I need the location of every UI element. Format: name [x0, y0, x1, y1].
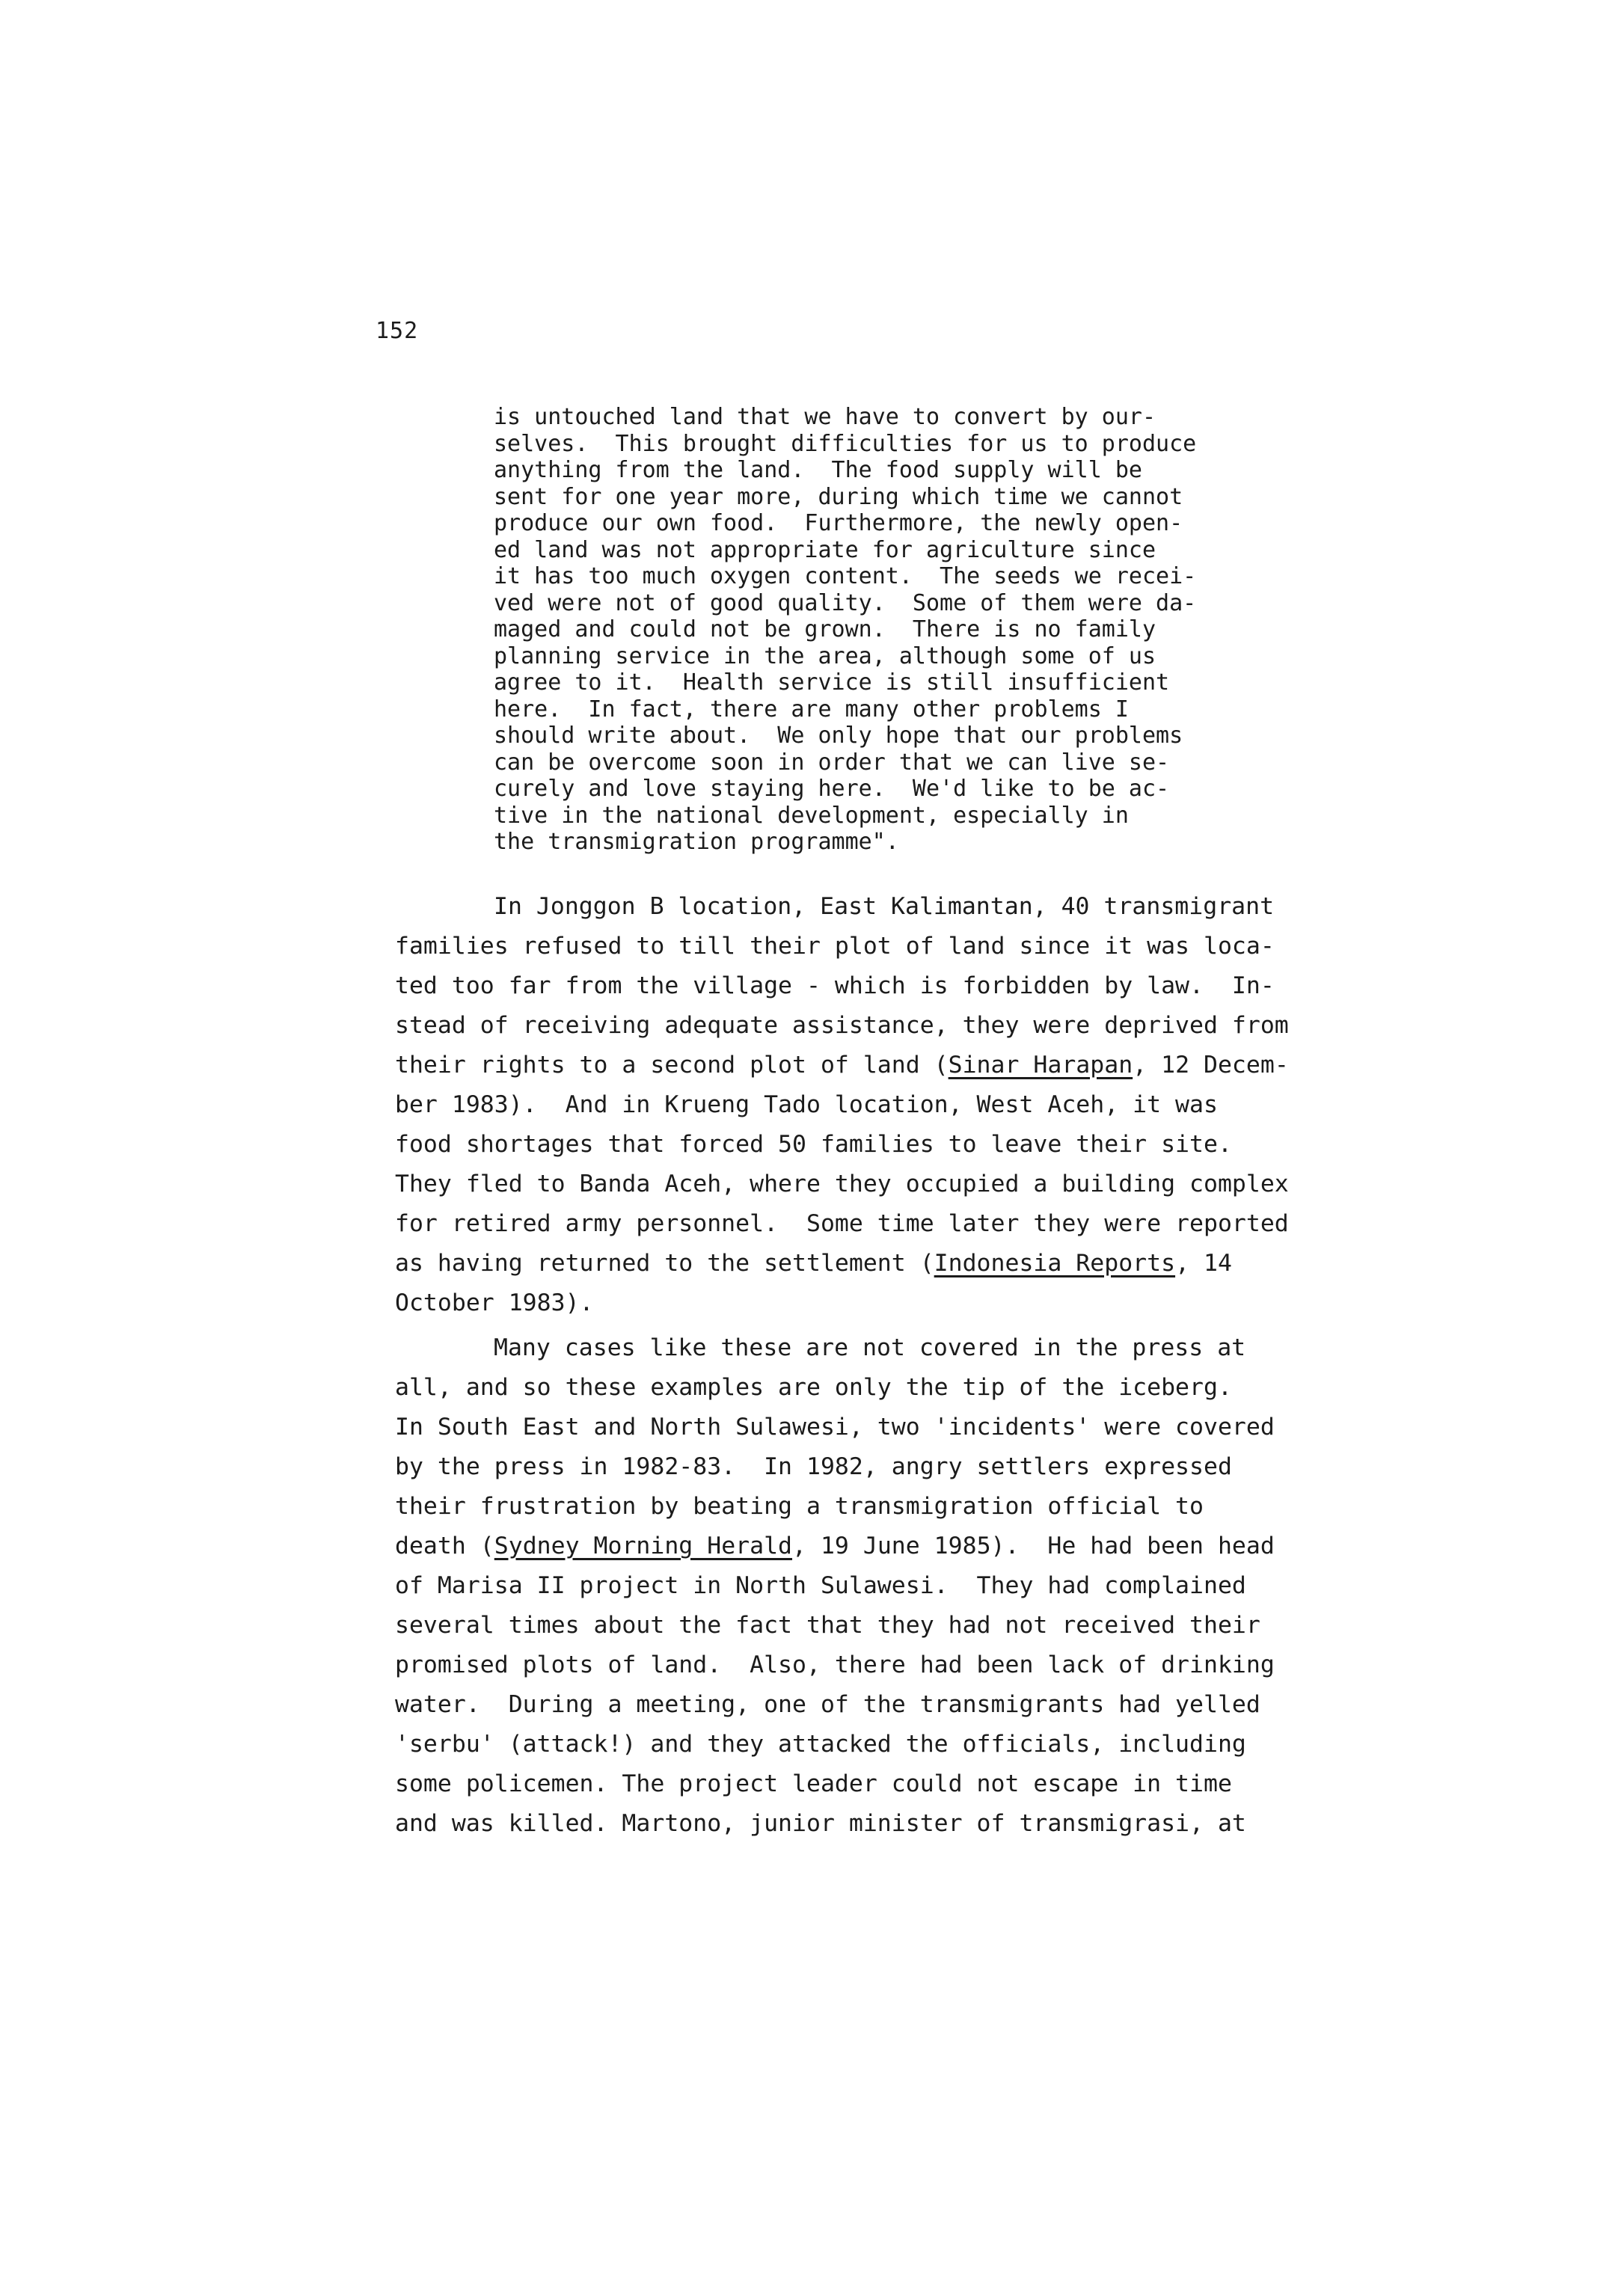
paragraph-jonggon [395, 887, 1397, 1323]
quote-line: anything from the land. The food supply will be [494, 457, 1142, 483]
quote-line: should write about. We only hope that our problems [494, 723, 1183, 749]
paragraph-line: stead of receiving adequate assistance, they were deprived from [395, 1012, 1289, 1039]
paragraph-line: ted too far from the village - which is forbidden by law. In- [395, 972, 1275, 999]
quote-line: is untouched land that we have to convert by our- [494, 404, 1156, 430]
page-number: 152 [376, 318, 419, 344]
paragraph-line: some policemen. The project leader could not escape in time [395, 1770, 1232, 1797]
source-citation: Sydney Morning Herald [494, 1533, 793, 1559]
paragraph-line: their frustration by beating a transmigration official to [395, 1493, 1204, 1520]
paragraph-line: several times about the fact that they had not received their [395, 1612, 1260, 1639]
quote-line: ved were not of good quality. Some of them were da- [494, 589, 1197, 616]
paragraph-line [395, 1527, 1397, 1566]
line-text: , 12 Decem- [1133, 1052, 1289, 1079]
paragraph-line: In Jonggon B location, East Kalimantan, 40 transmigrant [494, 893, 1275, 920]
block-quote [494, 404, 1354, 856]
quote-line: sent for one year more, during which time we cannot [494, 483, 1183, 510]
paragraph-line: for retired army personnel. Some time later they were reported [395, 1210, 1289, 1237]
paragraph-line [395, 1244, 1397, 1283]
paragraph-line: families refused to till their plot of land since it was loca- [395, 933, 1275, 960]
quote-line: ed land was not appropriate for agriculture since [494, 536, 1156, 563]
line-text: as having returned to the settlement ( [395, 1250, 934, 1277]
source-citation: Sinar Harapan [948, 1052, 1133, 1079]
quote-line: curely and love staying here. We'd like to be ac- [494, 776, 1170, 802]
paragraph-line: In South East and North Sulawesi, two 'incidents' were covered [395, 1414, 1275, 1441]
paragraph-line [395, 1046, 1397, 1085]
line-text: death ( [395, 1533, 494, 1559]
paragraph-line: promised plots of land. Also, there had been lack of drinking [395, 1651, 1275, 1678]
paragraph-line: food shortages that forced 50 families to leave their site. [395, 1131, 1232, 1158]
quote-line: selves. This brought difficulties for us to produce [494, 430, 1197, 457]
quote-line: planning service in the area, although some of us [494, 642, 1156, 669]
quote-line: maged and could not be grown. There is no family [494, 616, 1156, 642]
paragraph-line: by the press in 1982-83. In 1982, angry settlers expressed [395, 1453, 1232, 1480]
quote-line: it has too much oxygen content. The seeds we recei- [494, 563, 1197, 589]
paragraph-line: October 1983). [395, 1289, 594, 1316]
paragraph-line: Many cases like these are not covered in the press at [494, 1334, 1246, 1361]
paragraph-line: water. During a meeting, one of the transmigrants had yelled [395, 1691, 1260, 1718]
paragraph-line: ber 1983). And in Krueng Tado location, West Aceh, it was [395, 1091, 1218, 1118]
paragraph-line: 'serbu' (attack!) and they attacked the officials, including [395, 1731, 1246, 1758]
source-citation: Indonesia Reports [934, 1250, 1176, 1277]
line-text: their rights to a second plot of land ( [395, 1052, 949, 1079]
line-text: , 19 June 1985). He had been head [792, 1533, 1275, 1559]
quote-line: tive in the national development, especially in [494, 802, 1129, 829]
quote-line: agree to it. Health service is still insufficient [494, 669, 1170, 696]
paragraph-line: They fled to Banda Aceh, where they occupied a building complex [395, 1171, 1289, 1197]
paragraph-line: of Marisa II project in North Sulawesi. They had complained [395, 1572, 1246, 1599]
paragraph-line: and was killed. Martono, junior minister of transmigrasi, at [395, 1810, 1246, 1837]
paragraph-line: all, and so these examples are only the tip of the iceberg. [395, 1374, 1232, 1401]
quote-line: here. In fact, there are many other problems I [494, 696, 1129, 723]
quote-line: produce our own food. Furthermore, the newly open- [494, 510, 1183, 536]
quote-line: the transmigration programme". [494, 829, 899, 855]
quote-line: can be overcome soon in order that we can live se- [494, 749, 1170, 776]
line-text: , 14 [1175, 1250, 1232, 1277]
paragraph-sulawesi [395, 1328, 1397, 1844]
